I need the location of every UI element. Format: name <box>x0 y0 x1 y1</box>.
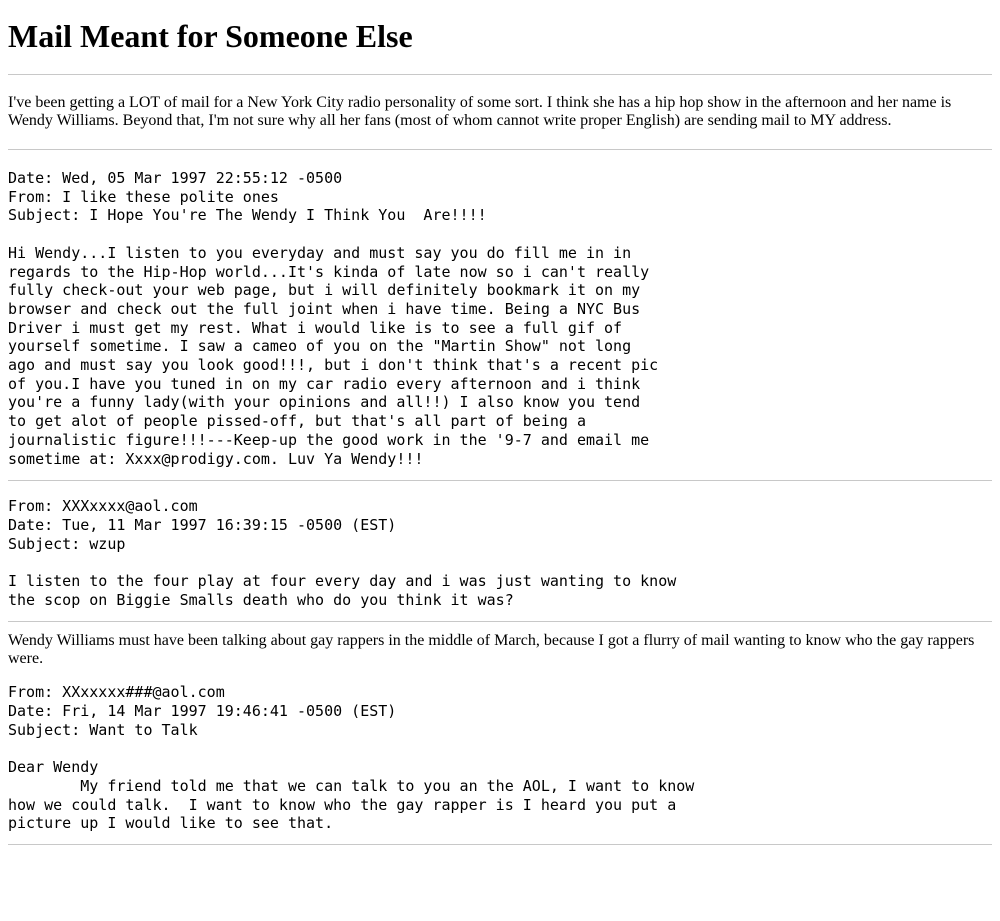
page-title: Mail Meant for Someone Else <box>8 18 413 54</box>
email-message-3: From: XXxxxxx###@aol.com Date: Fri, 14 Mar 1997 19:46:41 -0500 (EST) Subject: Want to Talk Dear Wendy My friend told me that we can talk to you an the AOL, I want to know how we could talk. I want to know who the gay rapper is I heard you put a picture up I would like to see that. <box>8 683 695 833</box>
email-message-1: Date: Wed, 05 Mar 1997 22:55:12 -0500 From: I like these polite ones Subject: I Hope You're The Wendy I Think You Are!!!! Hi Wendy...I listen to you everyday and must say you do fill me in in regards to the Hip-Hop world...It's kinda of late now so i can't really fully check-out your web page, but i will definitely bookmark it on my browser and check out the full joint when i have time. Being a NYC Bus Driver i must get my rest. What i would like is to see a full gif of yourself sometime. I saw a cameo of you on the "Martin Show" not long ago and must say you look good!!!, but i don't think that's a recent pic of you.I have you tuned in on my car radio every afternoon and i think you're a funny lady(with your opinions and all!!) I also know you tend to get alot of people pissed-off, but that's all part of being a journalistic figure!!!---Keep-up the good work in the '9-7 and email me sometime at: Xxxx@prodigy.com. Luv Ya Wendy!!! <box>8 169 659 468</box>
divider <box>8 74 992 75</box>
intro-paragraph: I've been getting a LOT of mail for a New York City radio personality of some sort. I think she has a hip hop show in the afternoon and her name is Wendy Williams. Beyond that, I'm not sure why all her fans (most of whom cannot write proper English) are sending mail to MY address. <box>8 94 952 129</box>
divider <box>8 844 992 845</box>
divider <box>8 149 992 150</box>
note-paragraph: Wendy Williams must have been talking about gay rappers in the middle of March, because I got a flurry of mail wanting to know who the gay rappers were. <box>8 632 975 668</box>
email-message-2: From: XXXxxxx@aol.com Date: Tue, 11 Mar 1997 16:39:15 -0500 (EST) Subject: wzup I listen to the four play at four every day and i was just wanting to know the scop on Biggie Smalls death who do you think it was? <box>8 497 677 609</box>
page <box>0 18 1000 845</box>
divider <box>8 480 992 481</box>
divider <box>8 621 992 622</box>
